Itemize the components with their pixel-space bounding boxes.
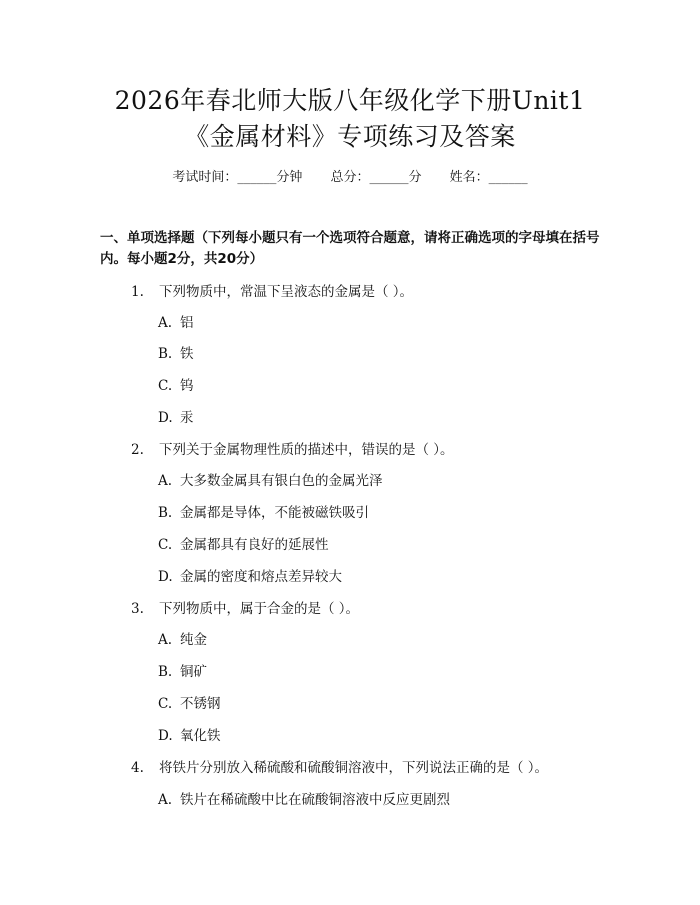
question-3-option-a (158, 630, 207, 650)
question-2-option-d (158, 567, 342, 587)
option-letter: B. (158, 664, 173, 680)
option-letter: A. (158, 315, 173, 331)
option-letter: D. (158, 569, 173, 585)
option-letter: D. (158, 728, 173, 744)
option-letter: A. (158, 632, 173, 648)
document-title-line-2: 《金属材料》专项练习及答案 (184, 122, 516, 151)
question-1-option-d (158, 408, 194, 428)
question-2-option-b (158, 503, 369, 523)
option-letter: A. (158, 792, 173, 808)
option-text: 铁片在稀硫酸中比在硫酸铜溶液中反应更剧烈 (180, 792, 450, 808)
option-text: 不锈钢 (180, 696, 221, 712)
option-text: 钨 (180, 378, 194, 394)
question-2-option-c (158, 535, 329, 555)
question-number: 2. (131, 442, 144, 458)
question-1-option-b (158, 344, 194, 364)
option-letter: C. (158, 696, 173, 712)
option-letter: C. (158, 537, 173, 553)
section-heading: 一、单项选择题（下列每小题只有一个选项符合题意，请将正确选项的字母填在括号内。每小题2分，共20分） (100, 230, 600, 267)
option-text: 纯金 (180, 632, 207, 648)
question-1-option-c (158, 376, 194, 396)
option-letter: B. (158, 346, 173, 362)
question-3-option-d (158, 726, 221, 746)
option-text: 金属都是导体，不能被磁铁吸引 (180, 505, 369, 521)
question-3 (131, 599, 359, 619)
question-2-option-a (158, 471, 383, 491)
question-3-option-b (158, 662, 207, 682)
option-letter: C. (158, 378, 173, 394)
question-number: 4. (131, 760, 144, 776)
question-4 (131, 758, 548, 778)
document-title-line-1: 2026年春北师大版八年级化学下册Unit1 (114, 86, 586, 115)
question-stem: 将铁片分别放入稀硫酸和硫酸铜溶液中，下列说法正确的是（ ）。 (159, 760, 549, 776)
option-text: 铝 (180, 315, 194, 331)
question-stem: 下列物质中，常温下呈液态的金属是（ ）。 (159, 284, 414, 300)
option-text: 氧化铁 (180, 728, 221, 744)
option-letter: B. (158, 505, 173, 521)
exam-time-field: 考试时间：______分钟 (172, 170, 303, 185)
question-stem: 下列物质中，属于合金的是（ ）。 (159, 601, 360, 617)
question-number: 3. (131, 601, 144, 617)
total-score-field: 总分：______分 (330, 170, 422, 185)
option-text: 铁 (180, 346, 194, 362)
question-2 (131, 440, 454, 460)
option-letter: A. (158, 473, 173, 489)
question-4-option-a (158, 790, 450, 810)
option-text: 铜矿 (180, 664, 207, 680)
question-1 (131, 282, 413, 302)
option-text: 大多数金属具有银白色的金属光泽 (180, 473, 383, 489)
question-3-option-c (158, 694, 221, 714)
exam-meta-line (0, 168, 700, 188)
option-text: 金属的密度和熔点差异较大 (180, 569, 342, 585)
question-stem: 下列关于金属物理性质的描述中，错误的是（ ）。 (159, 442, 454, 458)
question-number: 1. (131, 284, 144, 300)
question-1-option-a (158, 313, 194, 333)
option-letter: D. (158, 410, 173, 426)
student-name-field: 姓名：______ (449, 170, 528, 185)
option-text: 金属都具有良好的延展性 (180, 537, 329, 553)
option-text: 汞 (180, 410, 194, 426)
